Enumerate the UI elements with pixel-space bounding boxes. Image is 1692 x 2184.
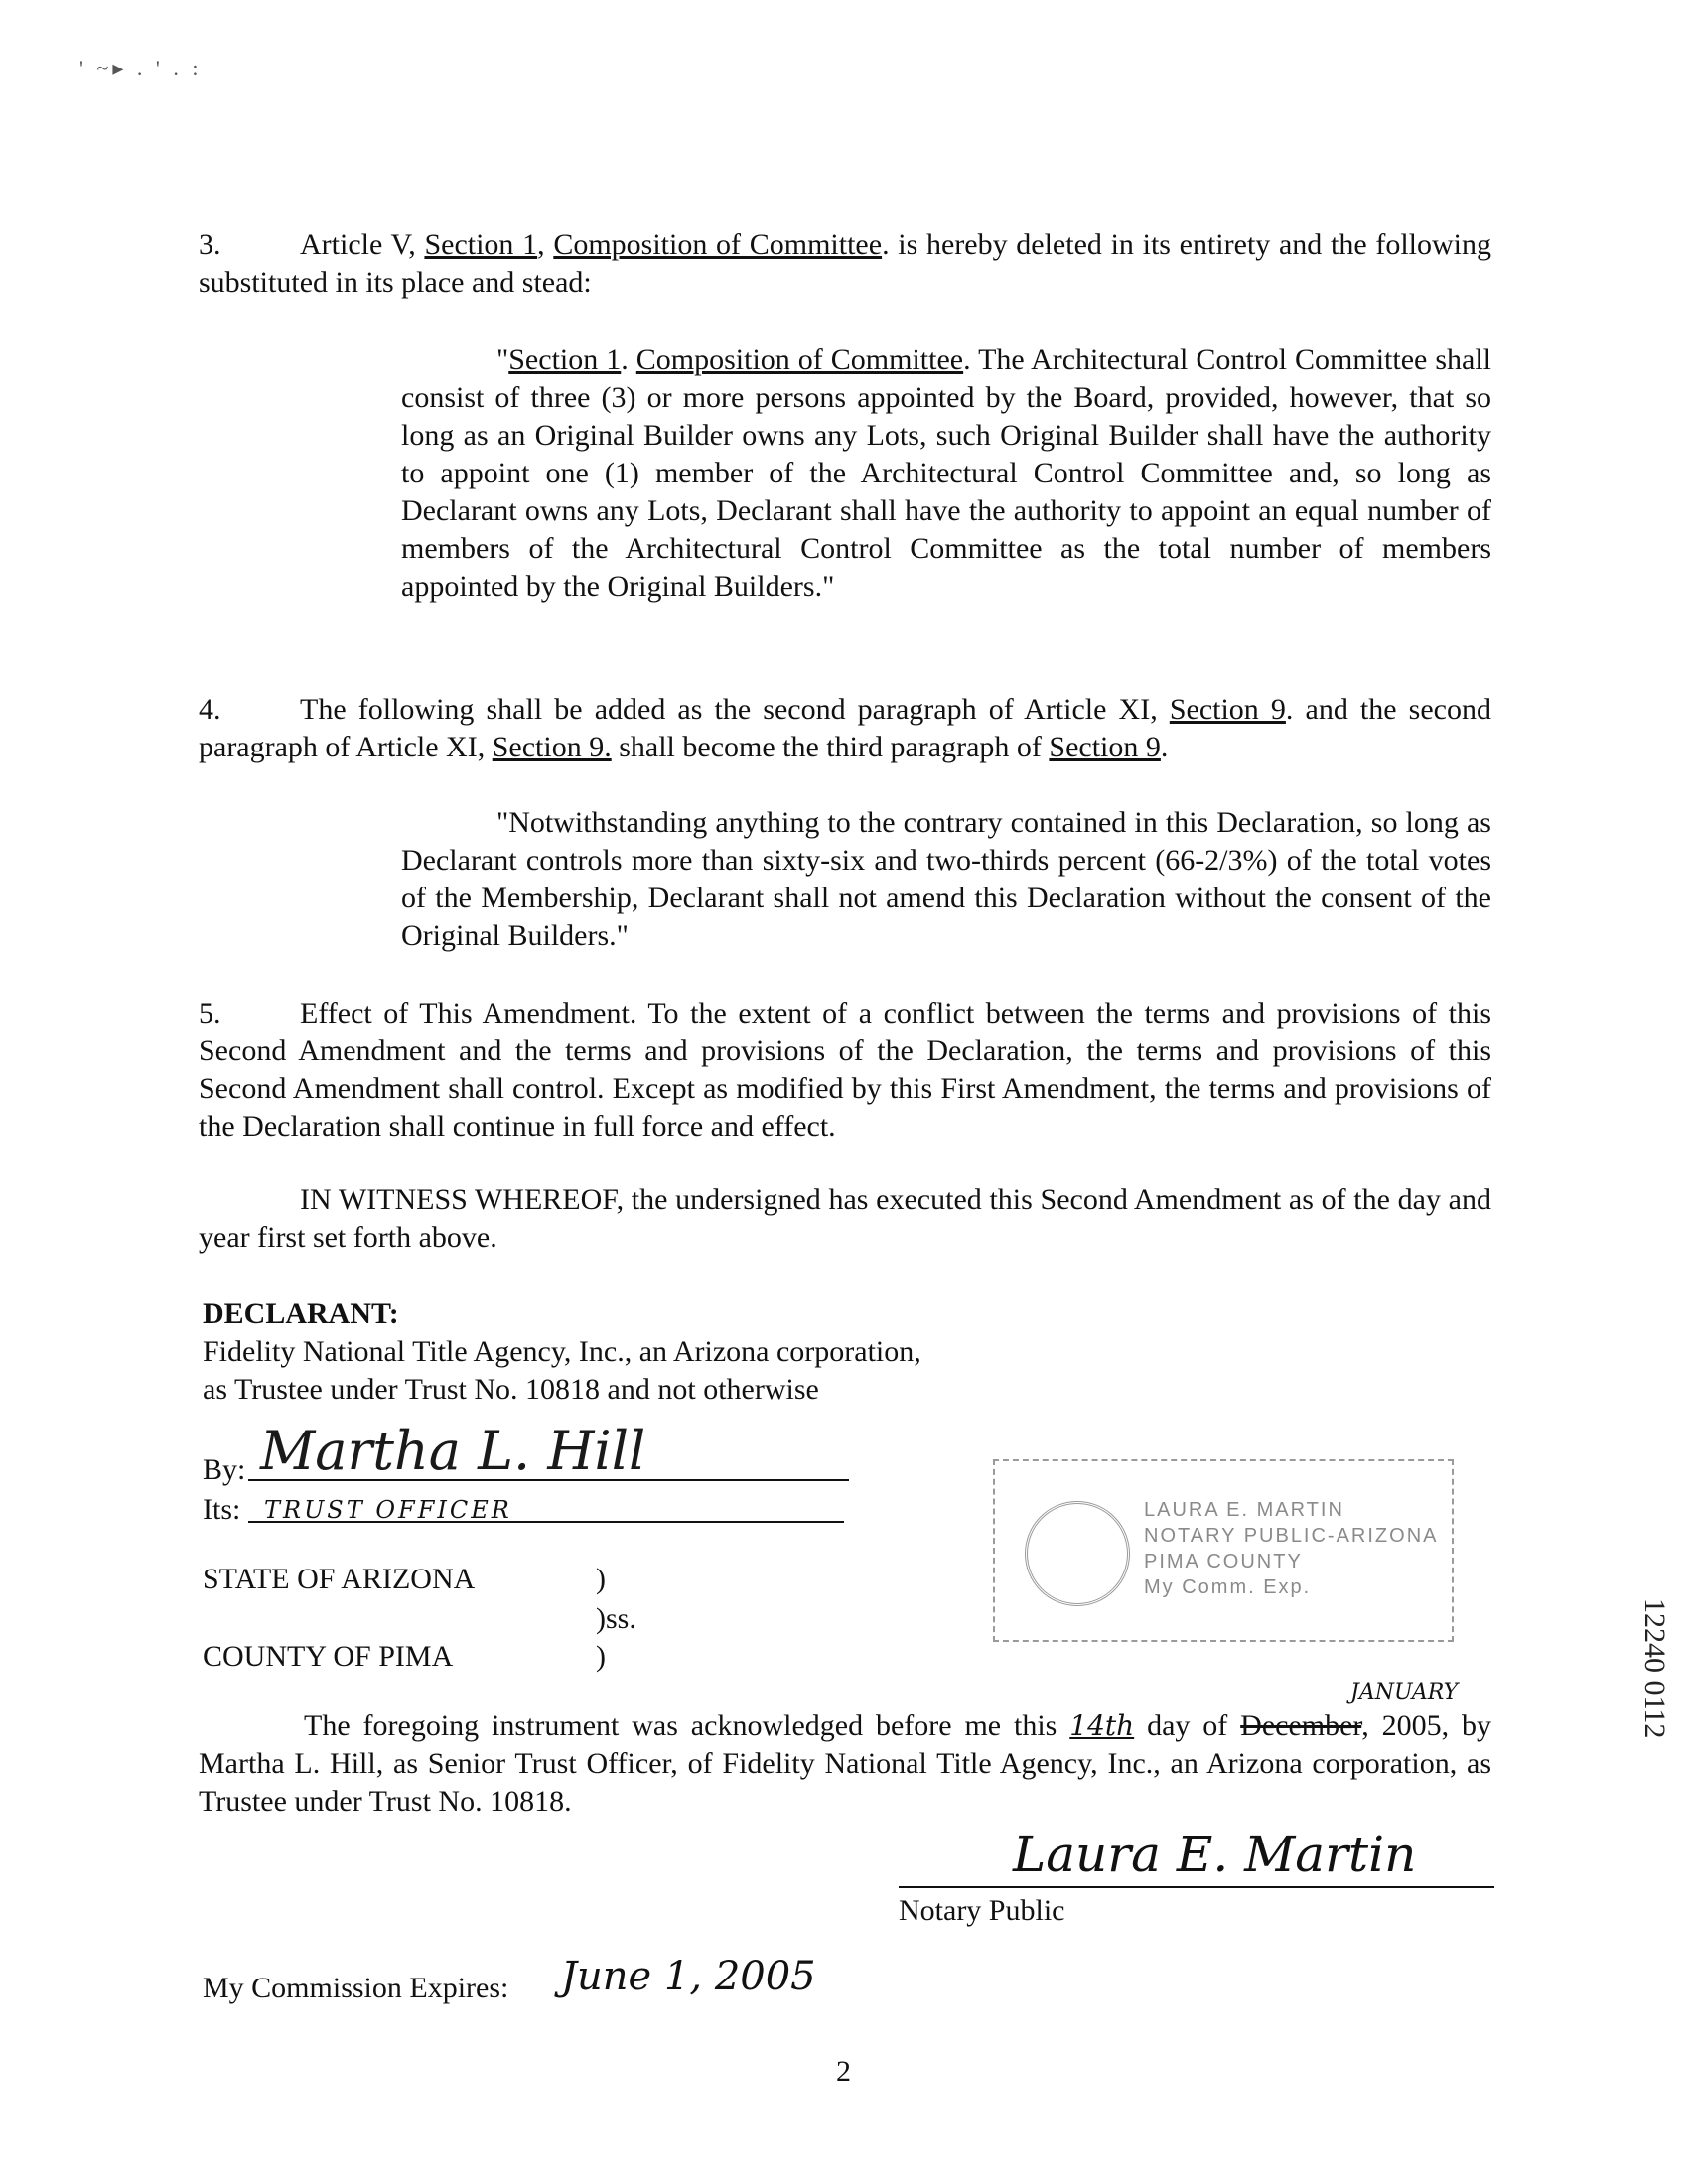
- section-9-ref-c: Section 9: [1049, 731, 1161, 763]
- stamp-line-2: NOTARY PUBLIC-ARIZONA: [1144, 1525, 1439, 1547]
- paragraph-4-number: 4.: [199, 693, 221, 726]
- notary-label: Notary Public: [899, 1894, 1065, 1927]
- notary-stamp-text: [1144, 1497, 1439, 1600]
- scan-specks: ' ~▸ . ' . :: [79, 56, 203, 80]
- venue-state: STATE OF ARIZONA: [203, 1563, 476, 1595]
- stamp-line-1: LAURA E. MARTIN: [1144, 1499, 1344, 1521]
- notary-seal-icon: [1025, 1501, 1130, 1606]
- paragraph-4-text-d: .: [1160, 731, 1169, 763]
- ack-text-b: day of: [1134, 1709, 1241, 1742]
- stamp-line-4: My Comm. Exp.: [1144, 1576, 1312, 1598]
- page-number: 2: [836, 2055, 851, 2088]
- venue-county: COUNTY OF PIMA: [203, 1640, 454, 1673]
- witness-text: IN WITNESS WHEREOF, the undersigned has executed this Second Amendment as of the day and year first set forth above.: [199, 1183, 1491, 1254]
- paragraph-5-number: 5.: [199, 997, 221, 1029]
- declarant-line-1: Fidelity National Title Agency, Inc., an Arizona corporation,: [203, 1335, 921, 1368]
- recording-number: 12240 0112: [1638, 1598, 1671, 1739]
- witness-clause: [199, 1181, 1491, 1257]
- commission-date: June 1, 2005: [561, 1954, 816, 1999]
- paragraph-3: [199, 226, 1491, 302]
- notary-signature: Laura E. Martin: [1013, 1826, 1417, 1883]
- venue-ss: )ss.: [596, 1602, 636, 1635]
- paragraph-3-comma: ,: [537, 228, 554, 261]
- quote-2-text: "Notwithstanding anything to the contrary contained in this Declaration, so long as Declarant controls more than sixty-six and two-thirds percent (66-2/3%) of the total votes of the Membership, Declarant shall not amend this Declaration without the consent of the Original Builders.": [401, 806, 1491, 952]
- section-1-ref: Section 1: [424, 228, 538, 261]
- quote-notwithstanding: [401, 804, 1491, 955]
- notary-stamp: [993, 1459, 1454, 1642]
- declarant-heading: DECLARANT:: [203, 1297, 399, 1330]
- notary-signature-line: [899, 1886, 1494, 1888]
- section-9-ref-a: Section 9: [1169, 693, 1286, 726]
- paragraph-3-text: Article V,: [300, 228, 425, 261]
- venue-paren-1: ): [596, 1563, 606, 1595]
- by-label: By:: [203, 1453, 246, 1486]
- paragraph-3-number: 3.: [199, 228, 221, 261]
- stamp-line-3: PIMA COUNTY: [1144, 1551, 1303, 1572]
- venue-paren-2: ): [596, 1640, 606, 1673]
- ack-text-a: The foregoing instrument was acknowledged before me this: [304, 1709, 1070, 1742]
- commission-label: My Commission Expires:: [203, 1972, 509, 2004]
- quote-1-text: . The Architectural Control Committee shall consist of three (3) or more persons appointed by the Board, provided, however, that so long as an Original Builder owns any Lots, such Original Builder shall have the authority to appoint one (1) member of the Architectural Control Committee and, so long as Declarant owns any Lots, Declarant shall have the authority to appoint an equal number of members of the Architectural Control Committee as the total number of members appointed by the Original Builders.": [401, 343, 1491, 603]
- paragraph-3-text-post: . is hereby deleted in its entirety and the following substituted in its place and stead:: [199, 228, 1491, 299]
- declarant-line-2: as Trustee under Trust No. 10818 and not otherwise: [203, 1373, 819, 1406]
- composition-of-committee-ref: Composition of Committee: [553, 228, 883, 261]
- paragraph-4-text-c: shall become the third paragraph of: [611, 731, 1050, 763]
- declarant-signature: Martha L. Hill: [260, 1420, 646, 1482]
- quote-1-dot: .: [621, 343, 636, 376]
- acknowledgment: [199, 1707, 1491, 1821]
- ack-text-c: , 2005, by Martha L. Hill, as Senior Trust Officer, of Fidelity National Title Agency, Inc., an Arizona corporation, as Trustee under Trust No. 10818.: [199, 1709, 1491, 1818]
- quote-section-1: [401, 341, 1491, 606]
- paragraph-5: [199, 995, 1491, 1146]
- paragraph-4-text-b: . and the second paragraph of Article XI,: [199, 693, 1491, 763]
- ack-month-struck: December: [1240, 1709, 1362, 1742]
- quote-1-section-ref: Section 1: [508, 343, 622, 376]
- section-9-ref-b: Section 9.: [492, 731, 612, 763]
- month-handwritten: JANUARY: [1350, 1680, 1459, 1705]
- paragraph-4-text-a: The following shall be added as the second paragraph of Article XI,: [300, 693, 1170, 726]
- quote-1-title-ref: Composition of Committee: [635, 343, 964, 376]
- its-label: Its:: [203, 1493, 241, 1526]
- paragraph-5-text: Effect of This Amendment. To the extent of a conflict between the terms and provisions of this Second Amendment and the terms and provisions of the Declaration, the terms and provisions of this Second Amendment shall control. Except as modified by this First Amendment, the terms and provisions of the Declaration shall continue in full force and effect.: [199, 997, 1491, 1143]
- its-value: TRUST OFFICER: [264, 1496, 512, 1524]
- ack-day: 14th: [1069, 1709, 1135, 1742]
- paragraph-4: [199, 691, 1491, 766]
- quote-1-open: ": [496, 343, 509, 376]
